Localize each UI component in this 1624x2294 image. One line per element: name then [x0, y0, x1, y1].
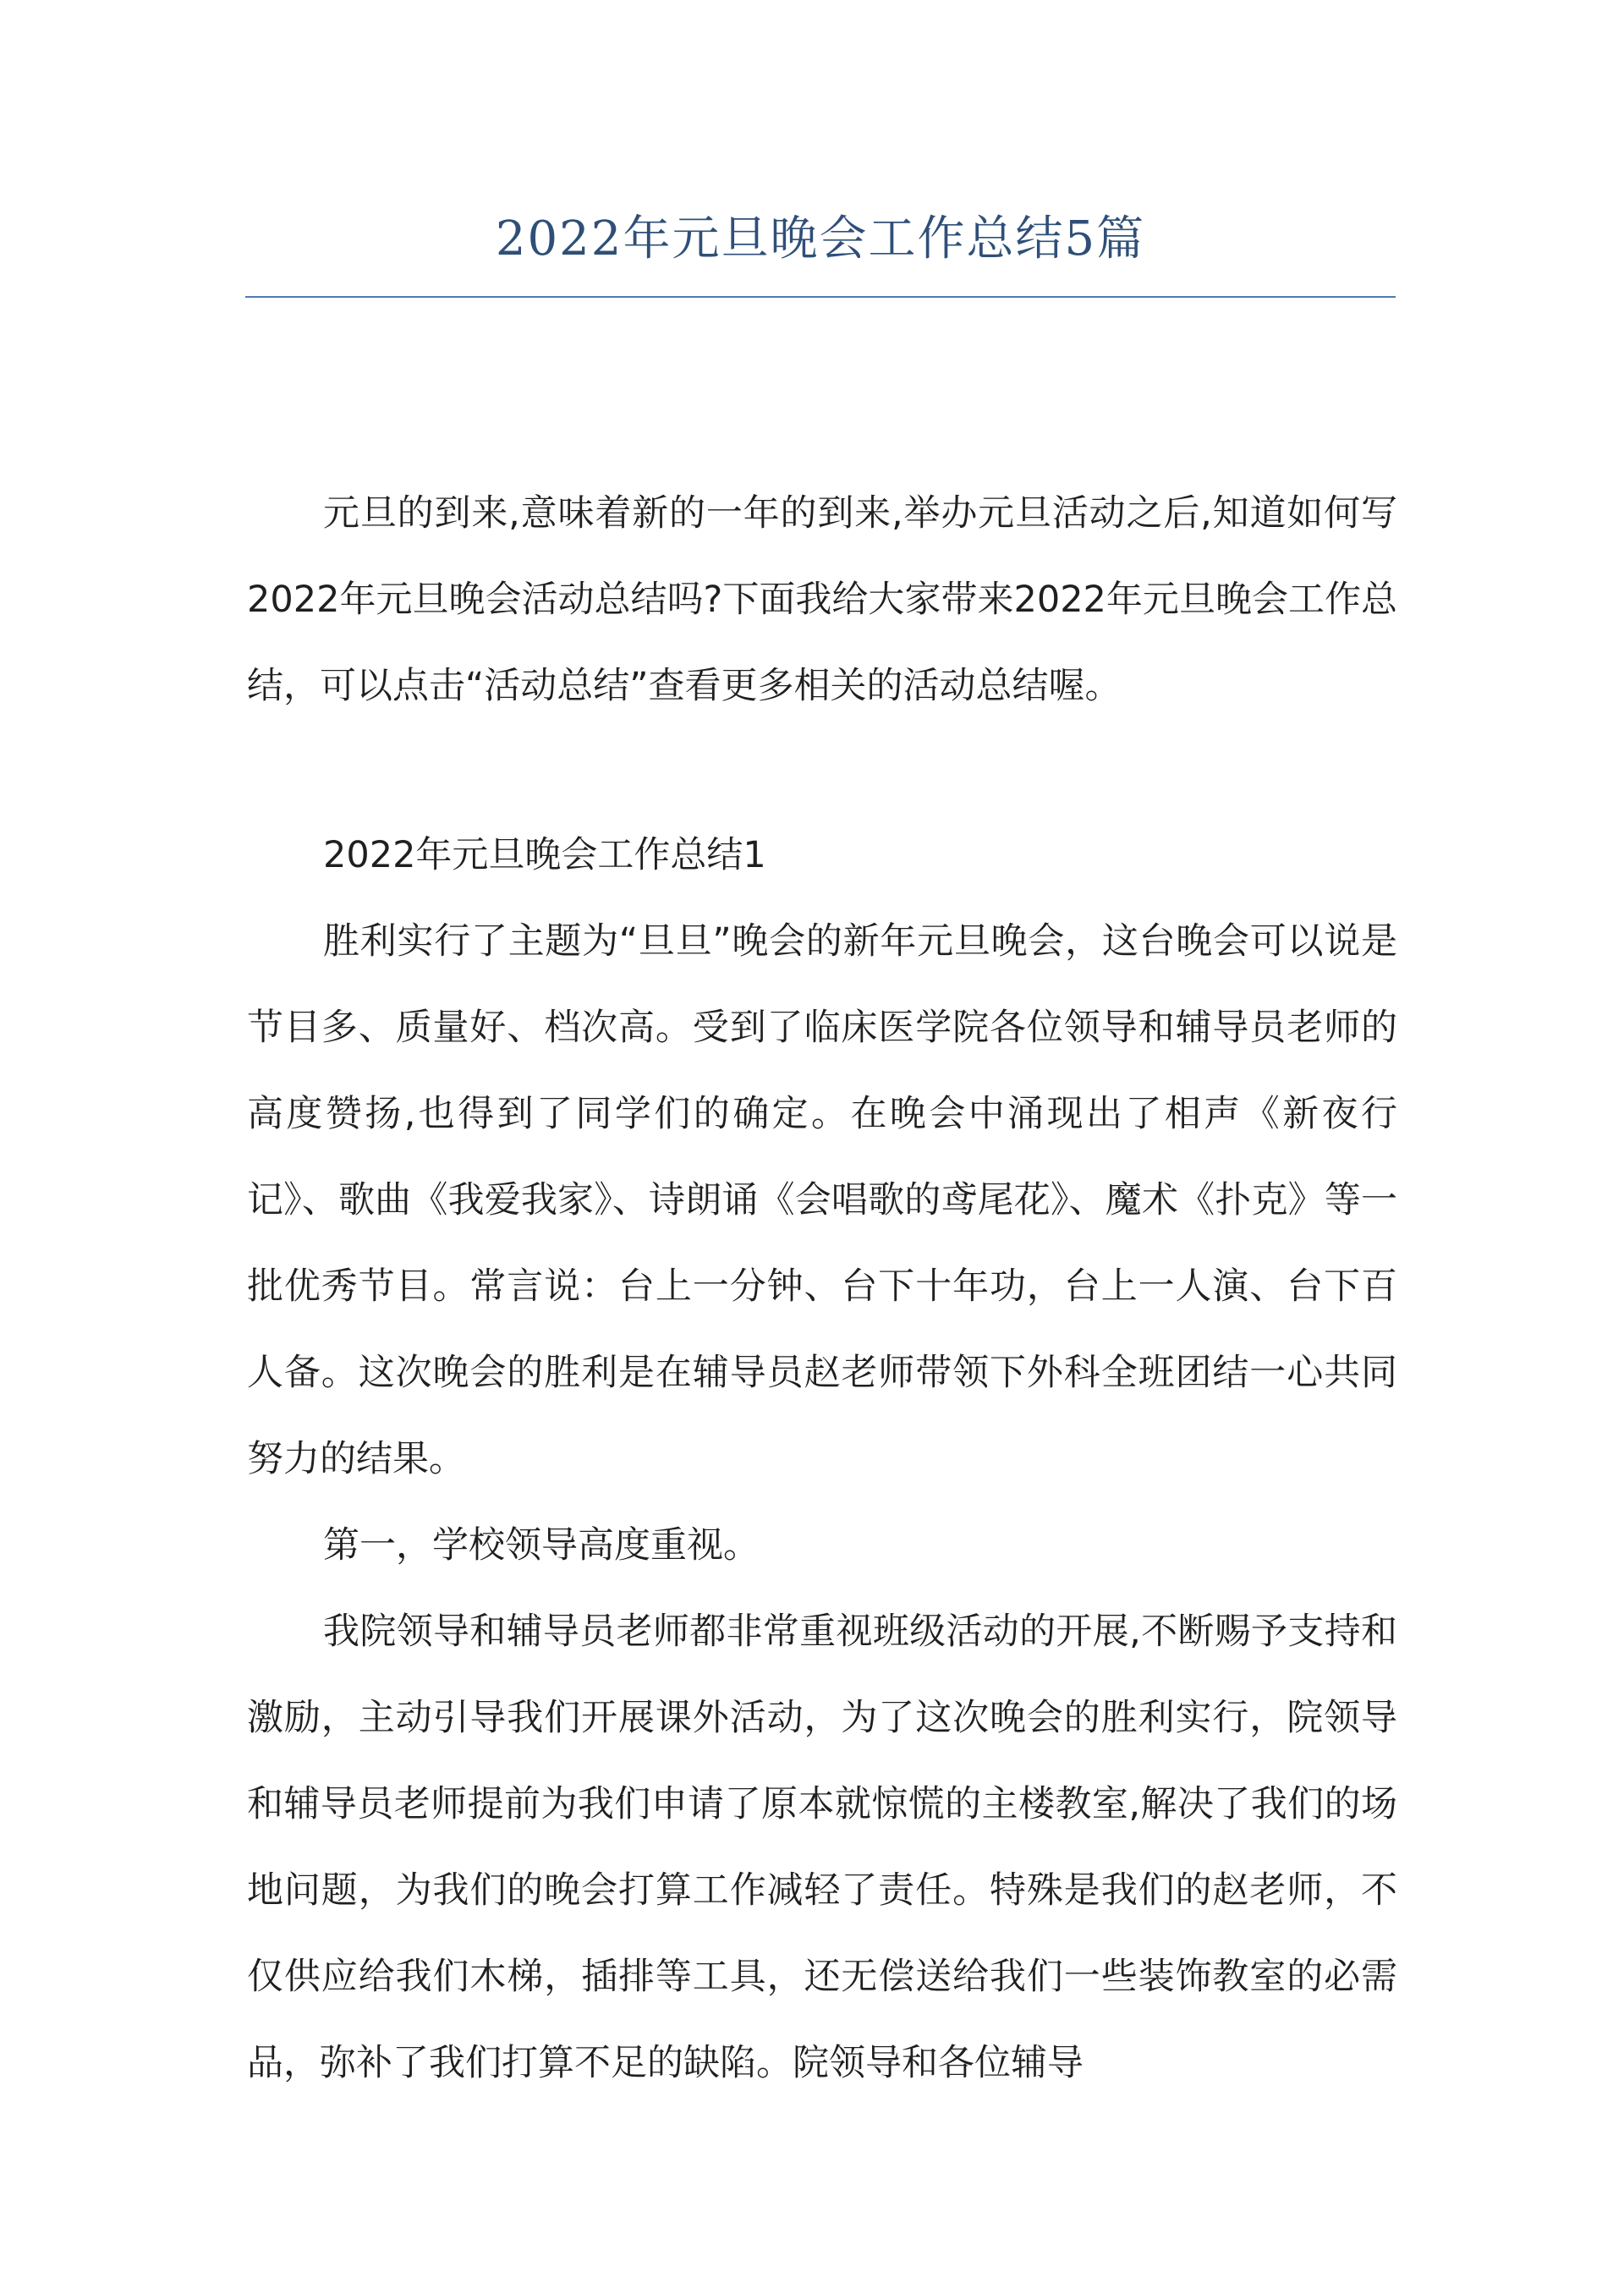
body-paragraph: 我院领导和辅导员老师都非常重视班级活动的开展,不断赐予支持和激励，主动引导我们开展课外活动，为了这次晚会的胜利实行，院领导和辅导员老师提前为我们申请了原本就惊慌的主楼教室,解决了我们的场地问题，为我们的晚会打算工作减轻了责任。特殊是我们的赵老师，不仅供应给我们木梯，插排等工具，还无偿送给我们一些装饰教室的必需品，弥补了我们打算不足的缺陷。院领导和各位辅导	[247, 1611, 1397, 2084]
body-paragraph: 胜利实行了主题为“旦旦”晚会的新年元旦晚会，这台晚会可以说是节目多、质量好、档次高。受到了临床医学院各位领导和辅导员老师的高度赞扬,也得到了同学们的确定。在晚会中涌现出了相声《新夜行记》、歌曲《我爱我家》、诗朗诵《会唱歌的鸢尾花》、魔术《扑克》等一批优秀节目。常言说：台上一分钟、台下十年功，台上一人演、台下百人备。这次晚会的胜利是在辅导员赵老师带领下外科全班团结一心共同努力的结果。	[247, 920, 1397, 1480]
document-title: 2022年元旦晚会工作总结5篇	[495, 211, 1146, 266]
title-underline	[245, 296, 1396, 298]
intro-paragraph: 元旦的到来,意味着新的一年的到来,举办元旦活动之后,知道如何写2022年元旦晚会活动总结吗?下面我给大家带来2022年元旦晚会工作总结，可以点击“活动总结”查看更多相关的活动总结喔。	[247, 492, 1397, 707]
section-heading: 2022年元旦晚会工作总结1	[323, 834, 766, 876]
point-heading: 第一，学校领导高度重视。	[323, 1524, 760, 1567]
